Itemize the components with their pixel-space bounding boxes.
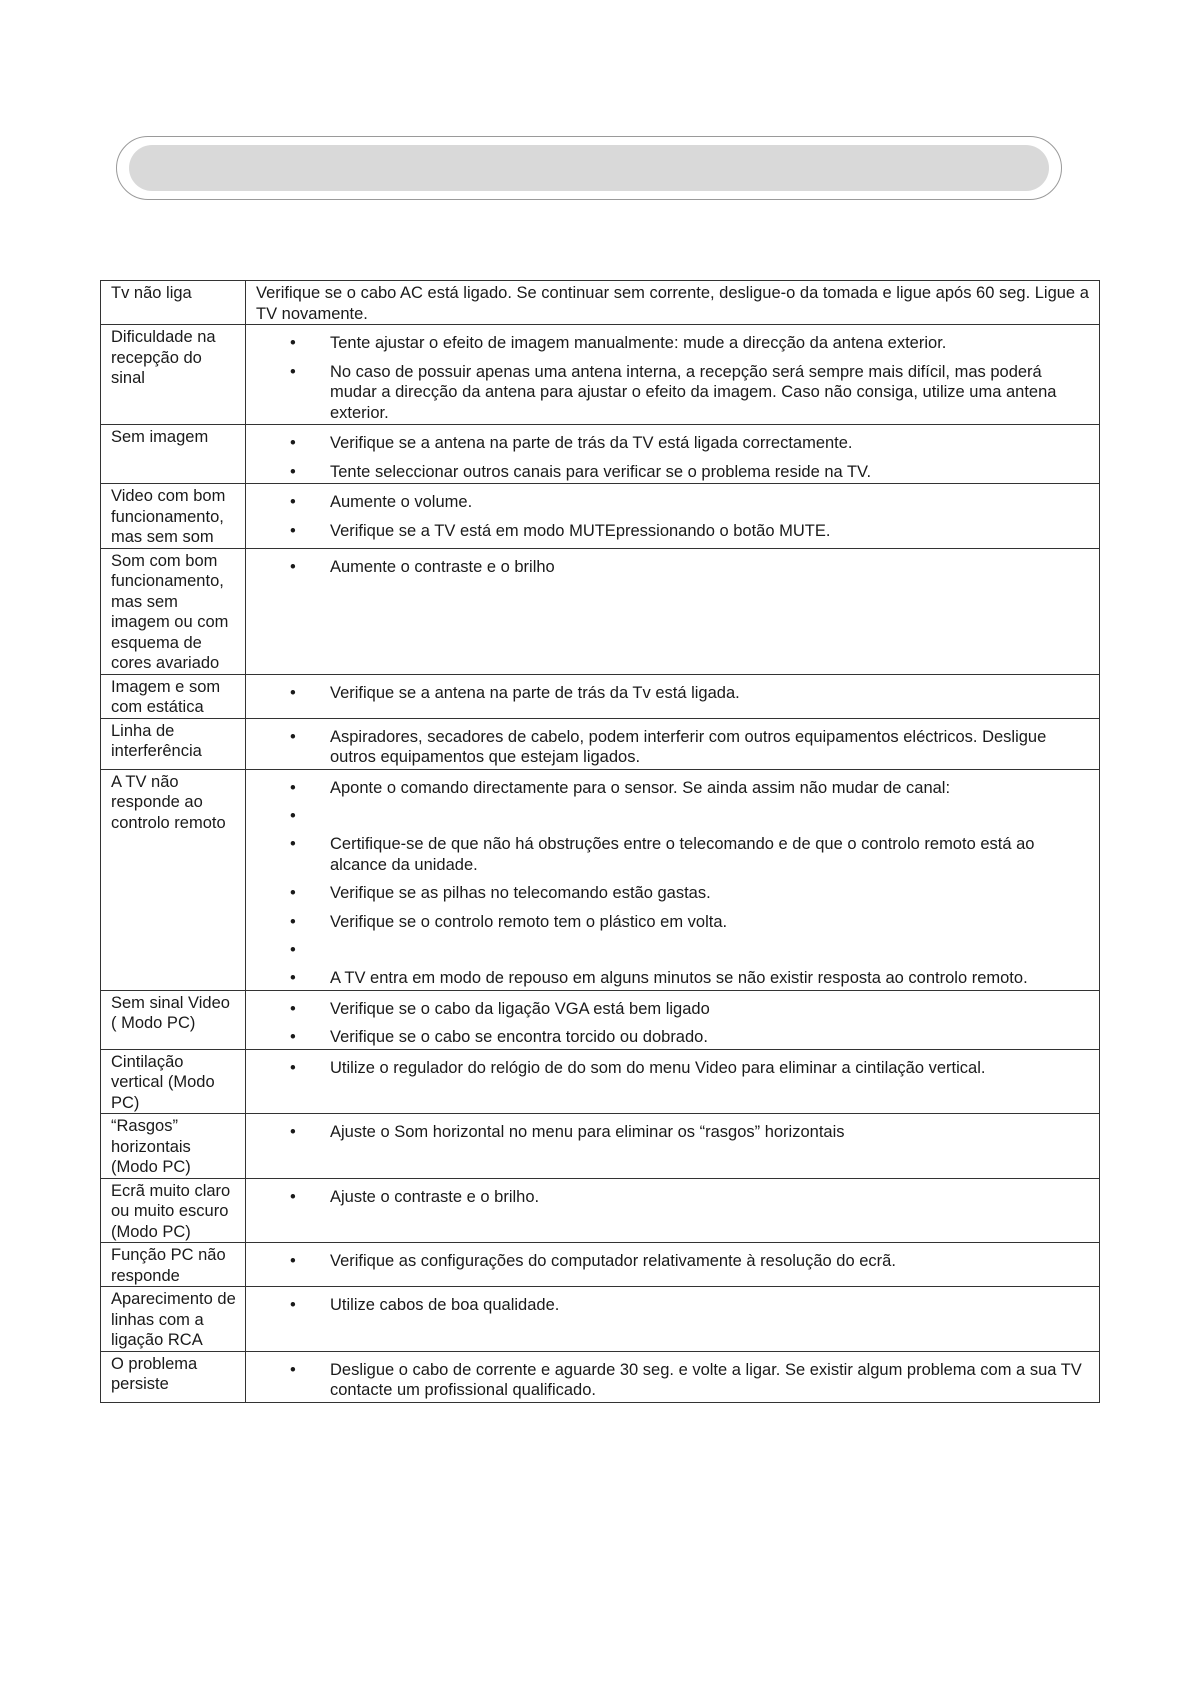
problem-cell: O problema persiste [101, 1351, 246, 1402]
problem-cell: “Rasgos” horizontais (Modo PC) [101, 1114, 246, 1179]
solution-item: • Verifique se a antena na parte de trás da TV está ligada correctamente. [256, 433, 1093, 454]
solution-cell [246, 674, 1100, 718]
solution-cell [246, 1114, 1100, 1179]
solution-cell [246, 718, 1100, 769]
solution-cell [246, 1049, 1100, 1114]
table-row [101, 548, 1100, 674]
table-row [101, 1114, 1100, 1179]
problem-cell: Imagem e som com estática [101, 674, 246, 718]
solution-list [256, 721, 1093, 769]
table-row [101, 674, 1100, 718]
solution-list [256, 486, 1093, 542]
solution-list [256, 1181, 1093, 1209]
problem-cell: Sem sinal Video ( Modo PC) [101, 990, 246, 1049]
solution-cell [246, 769, 1100, 990]
solution-list [256, 1354, 1093, 1402]
table-row [101, 1243, 1100, 1287]
problem-cell: Função PC não responde [101, 1243, 246, 1287]
solution-list [256, 427, 1093, 483]
solution-cell: Verifique se o cabo AC está ligado. Se continuar sem corrente, desligue-o da tomada e ligue após 60 seg. Ligue a TV novamente. [246, 281, 1100, 325]
solution-item: • Aumente o contraste e o brilho [256, 557, 1093, 578]
solution-list [256, 327, 1093, 424]
solution-cell [246, 1243, 1100, 1287]
solution-item: • Aspiradores, secadores de cabelo, podem interferir com outros equipamentos eléctricos. Desligue outros equipamentos que estejam ligados. [256, 727, 1093, 768]
solution-item: • Verifique as configurações do computador relativamente à resolução do ecrã. [256, 1251, 1093, 1272]
table-row [101, 1049, 1100, 1114]
section-title-banner [116, 136, 1062, 200]
problem-cell: Linha de interferência [101, 718, 246, 769]
table-row [101, 281, 1100, 325]
problem-cell: A TV não responde ao controlo remoto [101, 769, 246, 990]
problem-cell: Dificuldade na recepção do sinal [101, 325, 246, 425]
solution-cell [246, 548, 1100, 674]
table-row [101, 1351, 1100, 1402]
solution-item: • Utilize cabos de boa qualidade. [256, 1295, 1093, 1316]
solution-item: • Ajuste o Som horizontal no menu para eliminar os “rasgos” horizontais [256, 1122, 1093, 1143]
table-row [101, 484, 1100, 549]
table-row [101, 769, 1100, 990]
solution-cell [246, 484, 1100, 549]
solution-cell [246, 325, 1100, 425]
troubleshooting-table-body [101, 281, 1100, 1403]
solution-item: • Verifique se as pilhas no telecomando estão gastas. [256, 883, 1093, 904]
table-row [101, 325, 1100, 425]
solution-item: • Aponte o comando directamente para o sensor. Se ainda assim não mudar de canal: [256, 778, 1093, 799]
solution-list [256, 1289, 1093, 1317]
problem-cell: Cintilação vertical (Modo PC) [101, 1049, 246, 1114]
table-row [101, 718, 1100, 769]
solution-item: • Tente seleccionar outros canais para verificar se o problema reside na TV. [256, 462, 1093, 483]
solution-list [256, 1245, 1093, 1273]
table-row [101, 990, 1100, 1049]
solution-item-empty [256, 806, 1093, 826]
solution-item: • No caso de possuir apenas uma antena interna, a recepção será sempre mais difícil, mas poderá mudar a direcção da antena para ajustar o efeito da imagem. Caso não consiga, utilize uma antena exterior. [256, 362, 1093, 424]
solution-item: • Verifique se o cabo da ligação VGA está bem ligado [256, 999, 1093, 1020]
troubleshooting-table [100, 280, 1100, 1403]
solution-item: • Tente ajustar o efeito de imagem manualmente: mude a direcção da antena exterior. [256, 333, 1093, 354]
solution-item: • Desligue o cabo de corrente e aguarde 30 seg. e volte a ligar. Se existir algum problema com a sua TV contacte um profissional qualificado. [256, 1360, 1093, 1401]
solution-item: • Ajuste o contraste e o brilho. [256, 1187, 1093, 1208]
solution-cell [246, 425, 1100, 484]
solution-item: • Verifique se a antena na parte de trás da Tv está ligada. [256, 683, 1093, 704]
solution-cell [246, 1351, 1100, 1402]
solution-item: • Verifique se o controlo remoto tem o plástico em volta. [256, 912, 1093, 933]
table-row [101, 1178, 1100, 1243]
solution-cell [246, 990, 1100, 1049]
section-title-banner-fill [129, 145, 1049, 191]
solution-item: • Utilize o regulador do relógio de do som do menu Video para eliminar a cintilação vertical. [256, 1058, 1093, 1079]
solution-item: • Aumente o volume. [256, 492, 1093, 513]
problem-cell: Tv não liga [101, 281, 246, 325]
problem-cell: Aparecimento de linhas com a ligação RCA [101, 1287, 246, 1352]
problem-cell: Sem imagem [101, 425, 246, 484]
table-row [101, 1287, 1100, 1352]
problem-cell: Ecrã muito claro ou muito escuro (Modo PC) [101, 1178, 246, 1243]
table-row [101, 425, 1100, 484]
solution-list [256, 677, 1093, 705]
problem-cell: Video com bom funcionamento, mas sem som [101, 484, 246, 549]
solution-list [256, 551, 1093, 579]
solution-list [256, 1116, 1093, 1144]
solution-list [256, 1052, 1093, 1080]
solution-cell [246, 1287, 1100, 1352]
solution-item: • Verifique se o cabo se encontra torcido ou dobrado. [256, 1027, 1093, 1048]
solution-list [256, 993, 1093, 1049]
solution-list [256, 772, 1093, 990]
solution-item: • A TV entra em modo de repouso em alguns minutos se não existir resposta ao controlo remoto. [256, 968, 1093, 989]
solution-item: • Certifique-se de que não há obstruções entre o telecomando e de que o controlo remoto está ao alcance da unidade. [256, 834, 1093, 875]
solution-item: • Verifique se a TV está em modo MUTEpressionando o botão MUTE. [256, 521, 1093, 542]
problem-cell: Som com bom funcionamento, mas sem imagem ou com esquema de cores avariado [101, 548, 246, 674]
solution-cell [246, 1178, 1100, 1243]
solution-item-empty [256, 940, 1093, 960]
